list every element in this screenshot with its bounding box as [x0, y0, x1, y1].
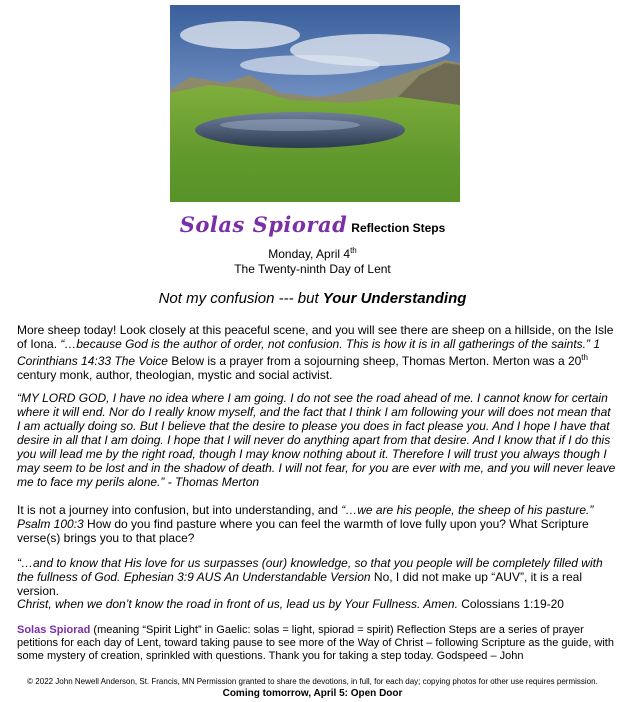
date-suffix: th [350, 246, 357, 255]
reflection-question: How do you find pasture where you can feel the warmth of love fully upon you? What Scripture verse(s) brings you to that place? [17, 517, 589, 545]
date-text: Monday, April 4 [268, 247, 351, 261]
about-paragraph [17, 624, 617, 663]
reflection-text: It is not a journey into confusion, but into understanding, and [17, 503, 342, 517]
intro-text-3: century monk, author, theologian, mystic and social activist. [17, 368, 333, 382]
brand-subtitle: Reflection Steps [351, 221, 446, 235]
auv-note: No, I did not make up “AUV”, it is a real version. [17, 570, 582, 598]
closing-prayer [17, 597, 617, 611]
intro-paragraph [17, 323, 617, 382]
copyright-notice: © 2022 John Newell Anderson, St. Francis, MN Permission granted to share the devotions, in full, for each day; copying photos for other use requires permission. [27, 677, 598, 686]
psalm-quote: “…we are his people, the sheep of his pasture.” Psalm 100:3 [17, 503, 594, 531]
headline-emphasis: Your Understanding [322, 290, 467, 307]
date-line [0, 246, 625, 261]
colossians-ref: Colossians 1:19-20 [457, 597, 564, 611]
ephesians-quote: “…and to know that His love for us surpasses (our) knowledge, so that you people will be completely filled with the fullness of God. Ephesian 3:9 AUS An Understandable Version [17, 556, 603, 584]
century-suffix: th [581, 353, 588, 362]
landscape-photo [170, 5, 460, 202]
lake-hills-image [170, 5, 460, 202]
brand-logo-text: Solas Spiorad [179, 212, 348, 237]
coming-tomorrow: Coming tomorrow, April 5: Open Door [222, 688, 403, 699]
reflection-paragraph [17, 503, 617, 545]
intro-text: More sheep today! Look closely at this peaceful scene, and you will see there are sheep on a hillside, on the Isle of Iona. [17, 323, 614, 351]
corinthians-quote: “…because God is the author of order, not confusion. This is how it is in all gatherings of the saints.” 1 Corinthians 14:33 The Voice [17, 337, 600, 368]
about-brand: Solas Spiorad [17, 624, 91, 636]
page-headline [0, 290, 625, 307]
ephesians-paragraph [17, 556, 617, 598]
headline-lead: Not my confusion --- but [158, 290, 323, 307]
merton-prayer: “MY LORD GOD, I have no idea where I am going. I do not see the road ahead of me. I cannot know for certain where it will end. Nor do I really know myself, and the fact that I think I am following your will does not mean that I am actually doing so. But I believe that the desire to please you does in fact please you. And I hope I have that desire in all that I am doing. I hope that I will never do anything apart from that desire. And I know that if I do this you will lead me by the right road, though I may know nothing about it. Therefore I will trust you always though I may seem to be lost and in the shadow of death. I will not fear, for you are ever with me, and you will never leave me to face my perils alone.” - Thomas Merton [17, 391, 616, 489]
title-line [0, 212, 625, 237]
lent-day: The Twenty-ninth Day of Lent [234, 262, 391, 276]
closing-prayer-text: Christ, when we don’t know the road in front of us, lead us by Your Fullness. Amen. [17, 597, 458, 611]
about-text: (meaning “Spirit Light” in Gaelic: solas = light, spiorad = spirit) Reflection Steps are a series of prayer petitions for each day of Lent, toward taking pause to see more of the Way of Christ – following Scripture as the guide, with some mystery of creation, sprinkled with questions. Thank you for taking a step today. Godspeed – John [17, 624, 614, 662]
intro-text-2: Below is a prayer from a sojourning sheep, Thomas Merton. Merton was a 20 [167, 354, 582, 368]
